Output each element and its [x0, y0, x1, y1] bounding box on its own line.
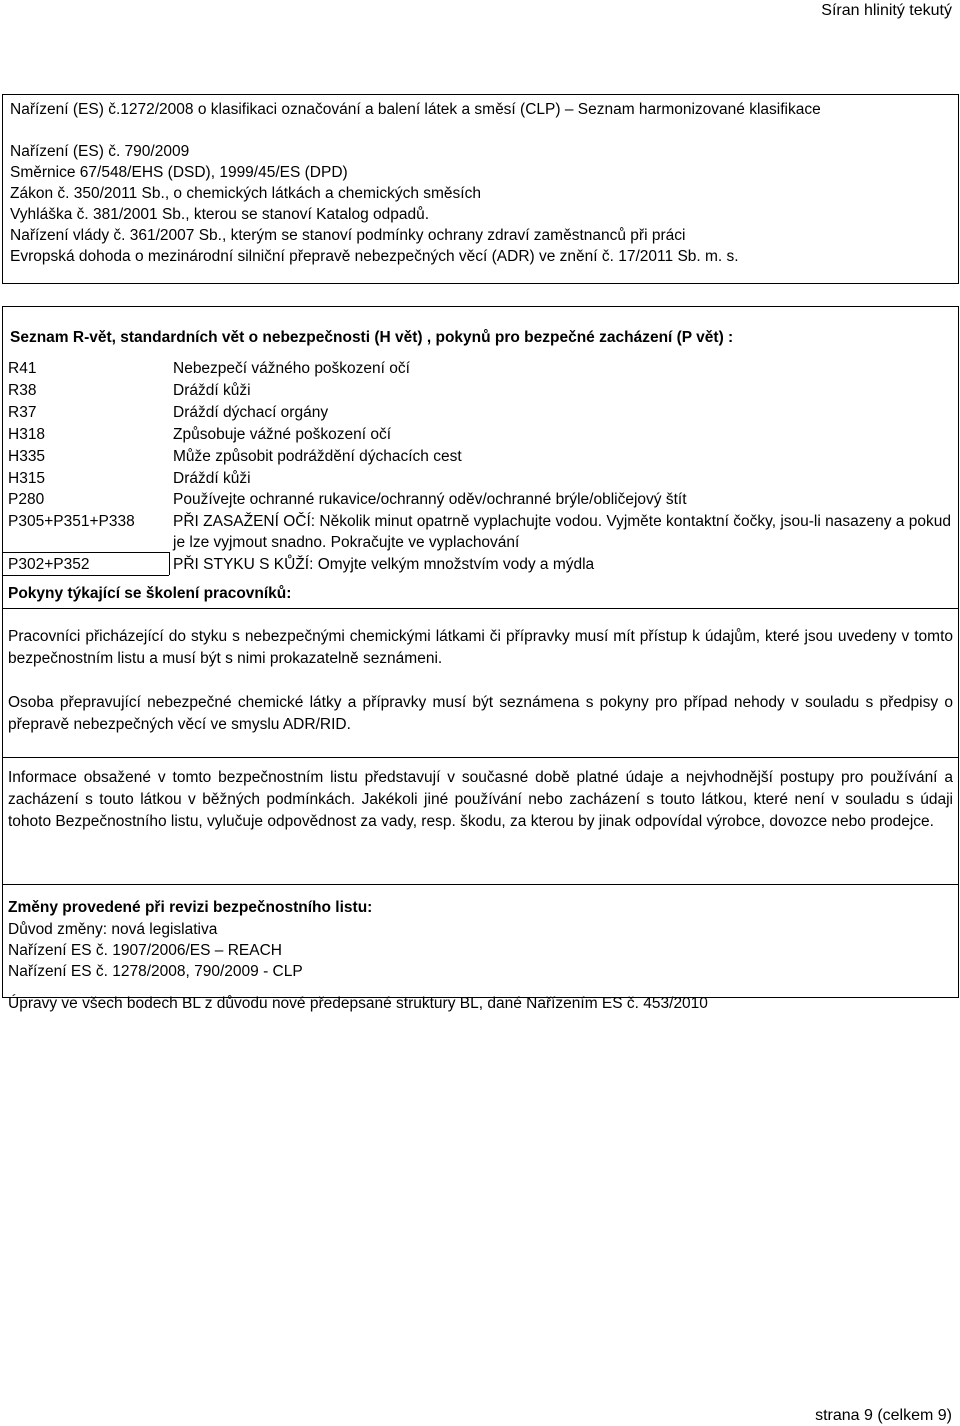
- training-heading: Pokyny týkající se školení pracovníků:: [8, 585, 292, 602]
- phrase-code: P305+P351+P338: [8, 513, 135, 530]
- phrase-text: Může způsobit podráždění dýchacích cest: [173, 448, 462, 465]
- page-number: strana 9 (celkem 9): [815, 1407, 952, 1424]
- phrase-code: R37: [8, 404, 37, 421]
- regulation-item: Zákon č. 350/2011 Sb., o chemických látkách a chemických směsích: [10, 185, 481, 202]
- regulation-item: Nařízení (ES) č. 790/2009: [10, 143, 190, 160]
- phrase-code: P280: [8, 491, 45, 508]
- phrase-code: H335: [8, 448, 46, 465]
- phrase-code: H315: [8, 470, 46, 487]
- regulation-item: Nařízení vlády č. 361/2007 Sb., kterým se stanoví podmínky ochrany zdraví zaměstnanců při práci: [10, 227, 686, 244]
- phrase-code: R41: [8, 360, 37, 377]
- disclaimer-paragraph: Informace obsažené v tomto bezpečnostním listu představují v současné době platné údaje a nejvhodnější postupy pro používání a zacházení s touto látkou v běžných podmínkách. Jakékoli jiné používání nebo zacházení s touto látkou, které není v souladu s údaji tohoto Bezpečnostního listu, vylučuje odpovědnost za vady, resp. škodu, za kterou by jinak odpovídal výrobce, dovozce nebo prodejce.: [8, 769, 953, 830]
- section-divider: [3, 608, 958, 609]
- training-paragraph: Osoba přepravující nebezpečné chemické látky a přípravky musí být seznámena s pokyny pro případ nehody v souladu s předpisy o přepravě nebezpečných věcí ve smyslu ADR/RID.: [8, 694, 953, 733]
- phrase-text: Dráždí dýchací orgány: [173, 404, 329, 421]
- phrase-code: R38: [8, 382, 37, 399]
- revision-line: Důvod změny: nová legislativa: [8, 921, 218, 938]
- table-rule: [3, 575, 169, 576]
- phrase-text: Způsobuje vážné poškození očí: [173, 426, 391, 443]
- phrase-code: H318: [8, 426, 46, 443]
- document-title: Síran hlinitý tekutý: [821, 2, 952, 19]
- training-paragraph: Pracovníci přicházející do styku s nebezpečnými chemickými látkami či přípravky musí mít přístup k údajům, které jsou uvedeny v tomto bezpečnostním listu a musí být s nimi prokazatelně seznámeni.: [8, 628, 953, 667]
- revision-line: Nařízení ES č. 1278/2008, 790/2009 - CLP: [8, 963, 303, 980]
- phrases-heading: Seznam R-vět, standardních vět o nebezpečnosti (H vět) , pokynů pro bezpečné zacházení (P vět) :: [10, 329, 734, 346]
- section-divider: [3, 757, 958, 758]
- revision-note: Úpravy ve všech bodech BL z důvodu nové předepsané struktury BL, dané Nařízením ES č. 453/2010: [8, 995, 708, 1012]
- table-rule: [3, 552, 169, 553]
- phrase-text: Používejte ochranné rukavice/ochranný oděv/ochranné brýle/obličejový štít: [173, 491, 687, 508]
- regulation-item: Směrnice 67/548/EHS (DSD), 1999/45/ES (DPD): [10, 164, 348, 181]
- phrase-text: PŘI STYKU S KŮŽÍ: Omyjte velkým množstvím vody a mýdla: [173, 556, 595, 573]
- regulation-item: Evropská dohoda o mezinárodní silniční přepravě nebezpečných věcí (ADR) ve znění č. 17/2011 Sb. m. s.: [10, 248, 739, 265]
- phrase-code: P302+P352: [8, 556, 90, 573]
- phrase-text: Dráždí kůži: [173, 382, 251, 399]
- phrase-text: PŘI ZASAŽENÍ OČÍ: Několik minut opatrně vyplachujte vodou. Vyjměte kontaktní čočky, jsou-li nasazeny a pokud je lze vyjmout snadno. Pokračujte ve vyplachování: [173, 513, 951, 551]
- table-rule: [169, 552, 170, 575]
- revision-heading: Změny provedené při revizi bezpečnostního listu:: [8, 899, 373, 916]
- phrase-text: Dráždí kůži: [173, 470, 251, 487]
- phrase-text: Nebezpečí vážného poškození očí: [173, 360, 410, 377]
- regulation-item: Nařízení (ES) č.1272/2008 o klasifikaci označování a balení látek a směsí (CLP) – Seznam harmonizované klasifikace: [10, 101, 821, 118]
- section-divider: [3, 884, 958, 885]
- regulation-item: Vyhláška č. 381/2001 Sb., kterou se stanoví Katalog odpadů.: [10, 206, 430, 223]
- phrases-and-notes-box: [2, 306, 959, 1012]
- regulations-box: [2, 94, 959, 284]
- revision-line: Nařízení ES č. 1907/2006/ES – REACH: [8, 942, 282, 959]
